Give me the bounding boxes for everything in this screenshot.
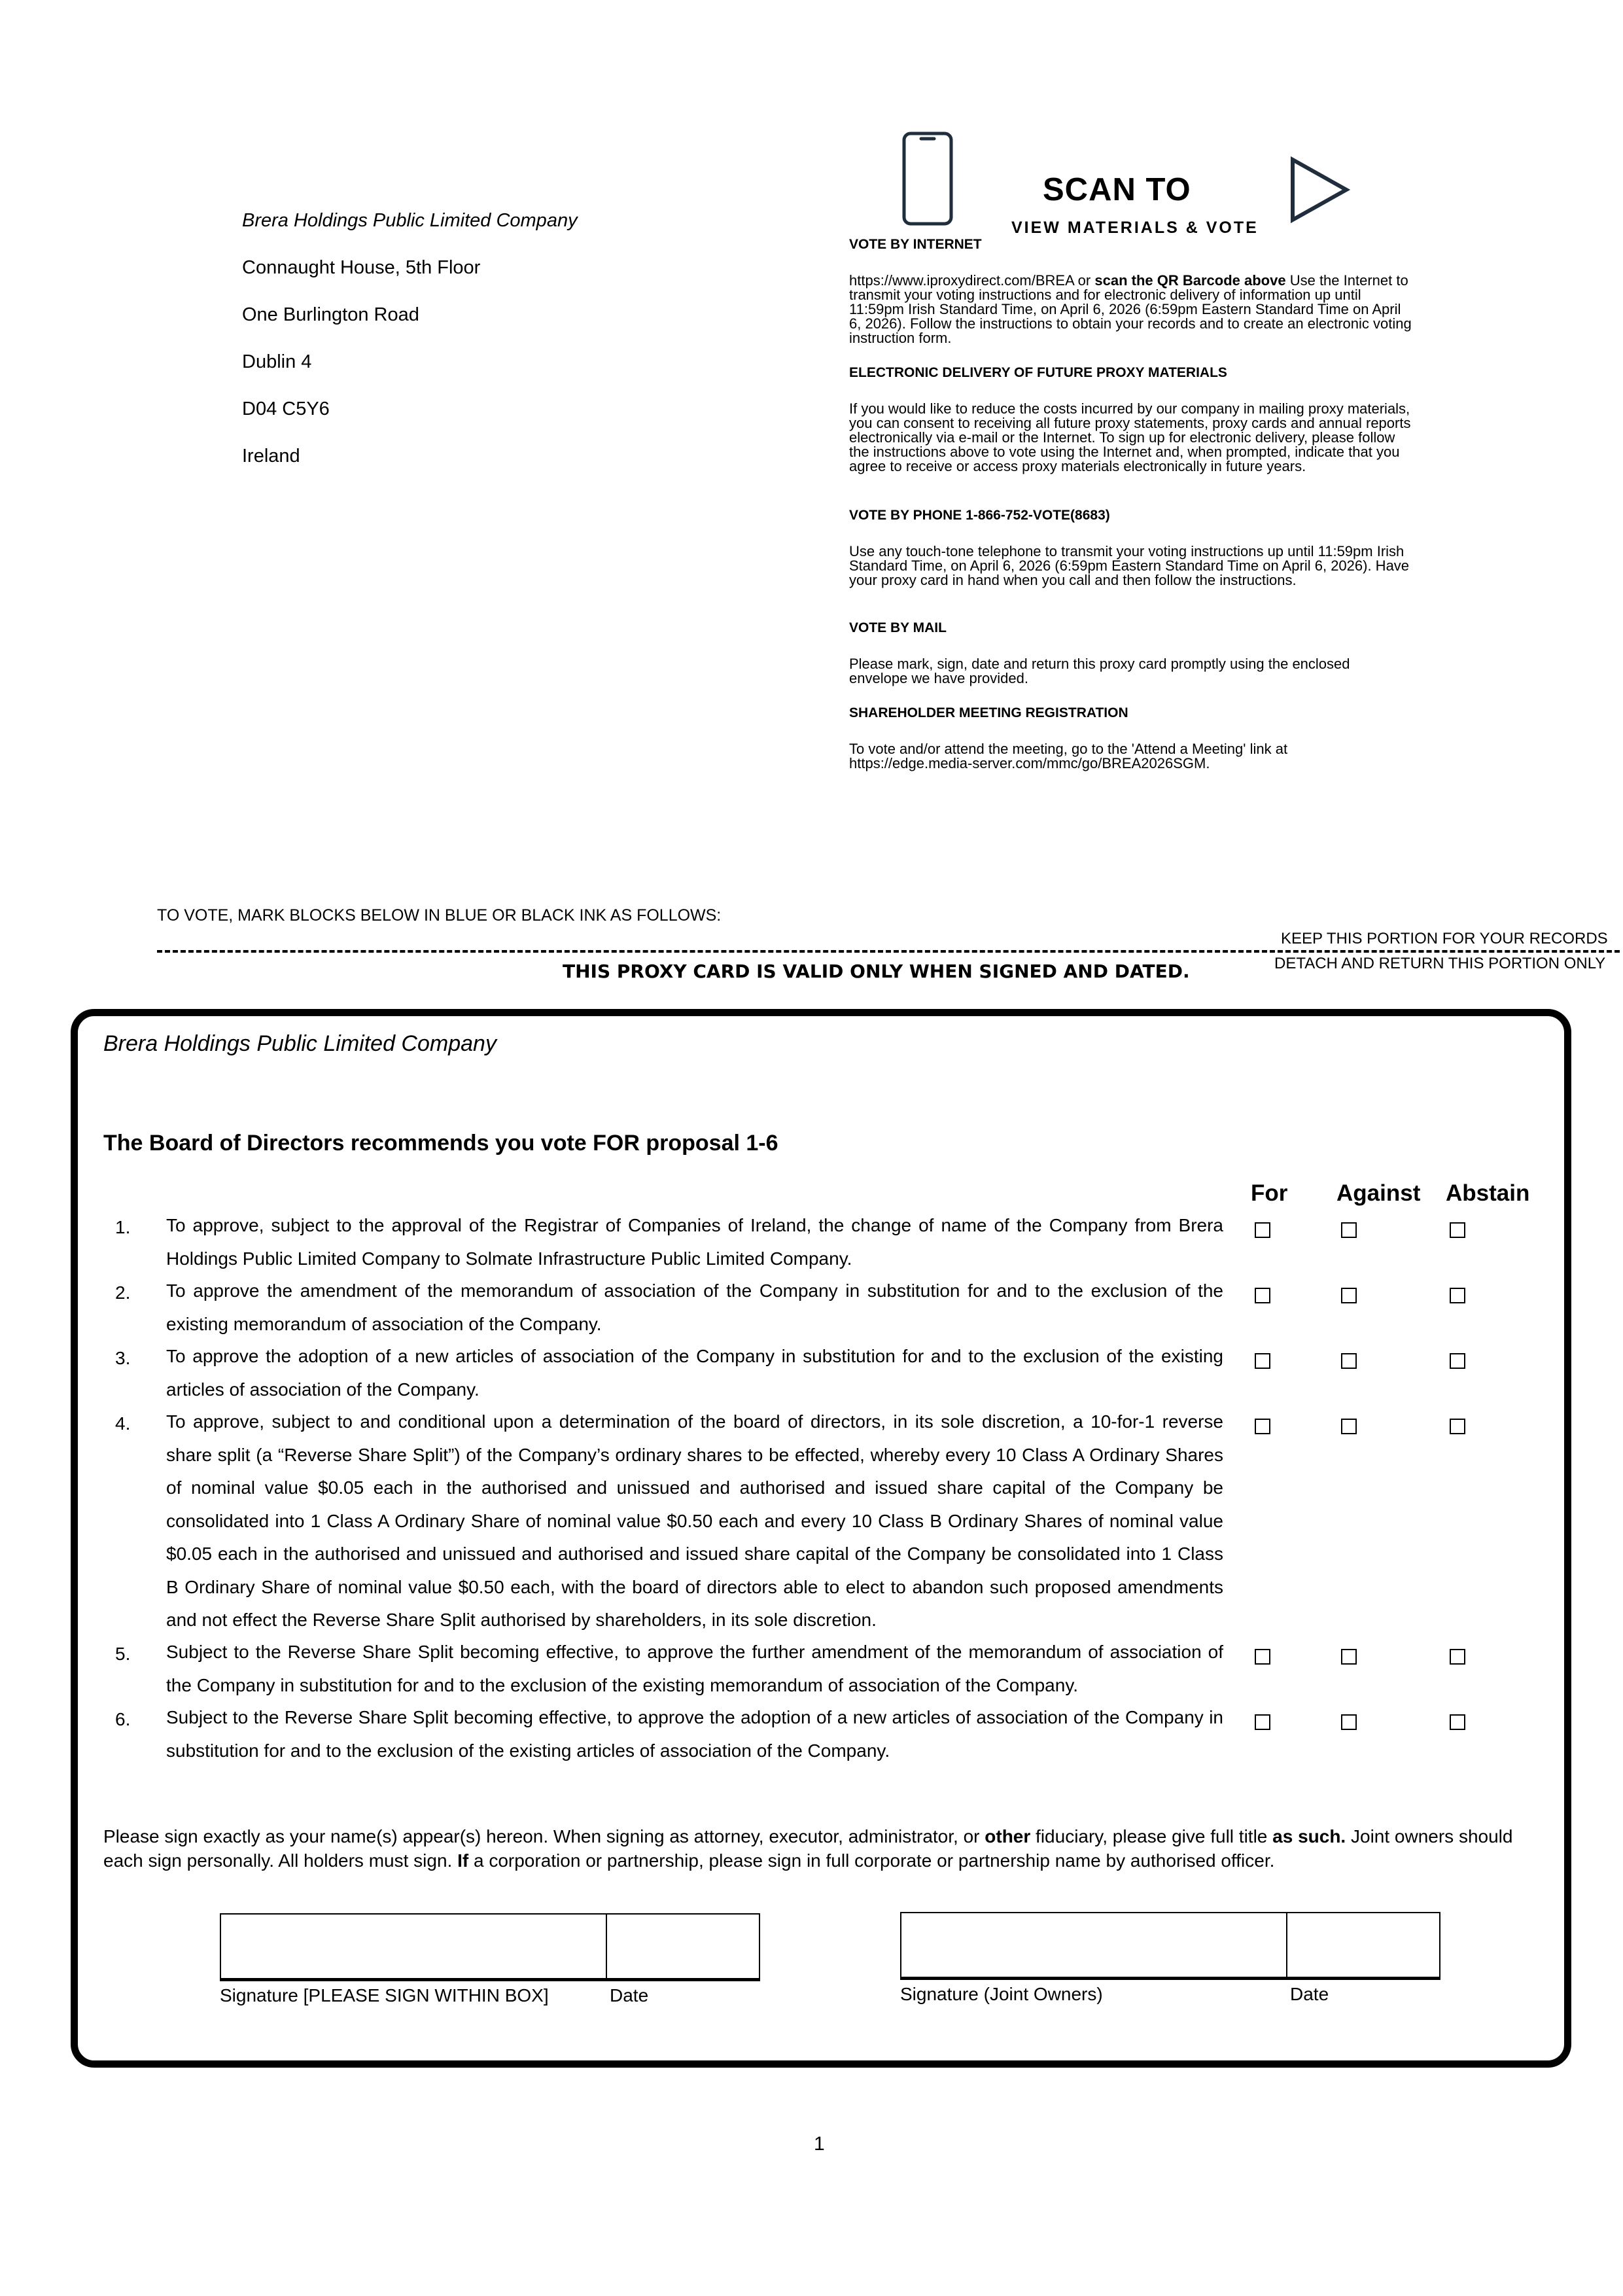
proposal-number: 2. [115,1282,131,1303]
sign-note-emphasis: other [985,1826,1031,1846]
play-icon [1289,156,1350,224]
registration-heading: SHAREHOLDER MEETING REGISTRATION [849,705,1128,720]
signing-instructions [103,1824,1516,1873]
proposal-number: 3. [115,1348,131,1368]
proposal-4-abstain-checkbox[interactable] [1450,1419,1465,1434]
sign-note-emphasis: If [457,1850,469,1871]
column-against: Against [1336,1180,1421,1206]
proposal-text: Subject to the Reverse Share Split becoming effective, to approve the further amendment of the memorandum of association of the Company in substitution for and to the exclusion of the existing memorandum of association of the Company. [166,1642,1223,1695]
column-for: For [1251,1180,1288,1206]
mailing-line-1: Connaught House, 5th Floor [242,257,481,278]
signature-date-label: Date [610,1985,649,2005]
proposal-4-for-checkbox[interactable] [1255,1419,1270,1434]
joint-signature-label: Signature (Joint Owners) [900,1984,1103,2004]
valid-notice: THIS PROXY CARD IS VALID ONLY WHEN SIGNED AND DATED. [563,961,1190,982]
proposal-text: To approve, subject to the approval of the Registrar of Companies of Ireland, the change of name of the Company from Brera Holdings Public Limited Company to Solmate Infrastructure Public Limited Company. [166,1215,1223,1269]
vote-phone-heading: VOTE BY PHONE 1-866-752-VOTE(8683) [849,508,1110,523]
joint-date-label: Date [1290,1984,1329,2004]
detach-portion-label: DETACH AND RETURN THIS PORTION ONLY [1274,955,1606,972]
mailing-line-2: One Burlington Road [242,304,419,325]
proposal-text: To approve the adoption of a new articles of association of the Company in substitution for and to the exclusion of the existing articles of association of the Company. [166,1346,1223,1400]
vote-mail-heading: VOTE BY MAIL [849,620,947,635]
phone-icon [901,131,954,226]
proposal-4-against-checkbox[interactable] [1341,1419,1357,1434]
proposal-2-against-checkbox[interactable] [1341,1288,1357,1303]
page-number: 1 [814,2133,825,2155]
mailing-company: Brera Holdings Public Limited Company [242,210,578,231]
vote-internet-heading: VOTE BY INTERNET [849,237,982,252]
proposal-5-abstain-checkbox[interactable] [1450,1649,1465,1665]
card-company-name: Brera Holdings Public Limited Company [103,1031,497,1056]
vote-ink-instruction: TO VOTE, MARK BLOCKS BELOW IN BLUE OR BLACK INK AS FOLLOWS: [157,906,722,925]
sign-note-part: fiduciary, please give full title [1036,1826,1268,1846]
vote-mail-text: Please mark, sign, date and return this proxy card promptly using the enclosed envelope we have provided. [849,656,1350,686]
proposal-text: To approve, subject to and conditional upon a determination of the board of directors, in its sole discretion, a 10-for-1 reverse share split (a “Reverse Share Split”) of the Company’s ordinary shares to be effected, whereby every 10 Class A Ordinary Shares of nominal value $0.05 each in the authorised and unissued and authorised and issued share capital of the Company be consolidated into 1 Class A Ordinary Share of nominal value $0.50 each and every 10 Class B Ordinary Shares of nominal value $0.05 each in the authorised and unissued and authorised and issued share capital of the Company be consolidated into 1 Class B Ordinary Share of nominal value $0.50 each, with the board of directors able to elect to abandon such proposed amendments and not effect the Reverse Share Split authorised by shareholders, in its sole discretion. [166,1411,1223,1630]
perforation-line [157,950,1620,954]
proposal-6-for-checkbox[interactable] [1255,1714,1270,1730]
joint-signature-box[interactable] [900,1912,1440,1980]
vote-internet-url: https://www.iproxydirect.com/BREA or [849,272,1091,289]
proposal-number: 6. [115,1709,131,1729]
proposal-number: 5. [115,1644,131,1664]
signature-label: Signature [PLEASE SIGN WITHIN BOX] [220,1985,549,2005]
electronic-delivery-text: If you would like to reduce the costs incurred by our company in mailing proxy materials, you can consent to receiving all future proxy statements, proxy cards and annual reports electronically via e-mail or the Internet. To sign up for electronic delivery, please follow the instructions above to vote using the Internet and, when prompted, indicate that you agree to receive or access proxy materials electronically in future years. [849,400,1411,474]
proposal-2-for-checkbox[interactable] [1255,1288,1270,1303]
sign-note-part: Please sign exactly as your name(s) appear(s) hereon. When signing as attorney, executor, administrator, or [103,1826,980,1846]
vote-phone-text: Use any touch-tone telephone to transmit your voting instructions up until 11:59pm Irish Standard Time, on April 6, 2026 (6:59pm Eastern Standard Time on April 6, 2026). Have your proxy card in hand when you call and then follow the instructions. [849,543,1410,588]
proposal-5-for-checkbox[interactable] [1255,1649,1270,1665]
scan-subtitle: VIEW MATERIALS & VOTE [1011,219,1259,237]
signature-box[interactable] [220,1913,760,1981]
electronic-delivery-heading: ELECTRONIC DELIVERY OF FUTURE PROXY MATERIALS [849,365,1227,380]
scan-title: SCAN TO [1043,172,1191,207]
proposal-6-against-checkbox[interactable] [1341,1714,1357,1730]
proposal-1-abstain-checkbox[interactable] [1450,1222,1465,1238]
proposal-3-for-checkbox[interactable] [1255,1353,1270,1369]
keep-portion-label: KEEP THIS PORTION FOR YOUR RECORDS [1281,930,1608,947]
vote-internet-body: Use the Internet to transmit your voting instructions and for electronic delivery of information up until 11:59pm Irish Standard Time, on April 6, 2026 (6:59pm Eastern Standard Time on April 6, 2026). Follow the instructions to obtain your records and to create an electronic voting instruction form. [849,272,1412,346]
proposal-1-against-checkbox[interactable] [1341,1222,1357,1238]
proposal-number: 1. [115,1217,131,1237]
registration-text: To vote and/or attend the meeting, go to the 'Attend a Meeting' link at https://edge.media-server.com/mmc/go/BREA2026SGM. [849,741,1288,771]
proposal-3-against-checkbox[interactable] [1341,1353,1357,1369]
proposal-text: To approve the amendment of the memorandum of association of the Company in substitution for and to the exclusion of the existing memorandum of association of the Company. [166,1280,1223,1334]
mailing-line-3: Dublin 4 [242,351,312,372]
proposal-text: Subject to the Reverse Share Split becoming effective, to approve the adoption of a new articles of association of the Company in substitution for and to the exclusion of the existing articles of association of the Company. [166,1707,1223,1761]
sign-note-part: a corporation or partnership, please sign in full corporate or partnership name by authorised officer. [473,1850,1275,1871]
sign-note-emphasis: as such. [1272,1826,1346,1846]
vote-internet-text [849,274,1412,345]
proposal-6-abstain-checkbox[interactable] [1450,1714,1465,1730]
mailing-line-4: D04 C5Y6 [242,398,330,419]
proposal-2-abstain-checkbox[interactable] [1450,1288,1465,1303]
proposal-1-for-checkbox[interactable] [1255,1222,1270,1238]
signature-date-divider [606,1915,607,1978]
mailing-line-5: Ireland [242,446,300,467]
vote-internet-qr: scan the QR Barcode above [1094,272,1286,289]
proposal-5-against-checkbox[interactable] [1341,1649,1357,1665]
proposal-number: 4. [115,1413,131,1434]
sign-note-part: Joint owners should each sign personally. All holders must sign. [103,1826,1513,1871]
proposal-3-abstain-checkbox[interactable] [1450,1353,1465,1369]
column-abstain: Abstain [1446,1180,1530,1206]
joint-date-divider [1286,1913,1287,1977]
board-recommendation: The Board of Directors recommends you vote FOR proposal 1-6 [103,1131,778,1156]
